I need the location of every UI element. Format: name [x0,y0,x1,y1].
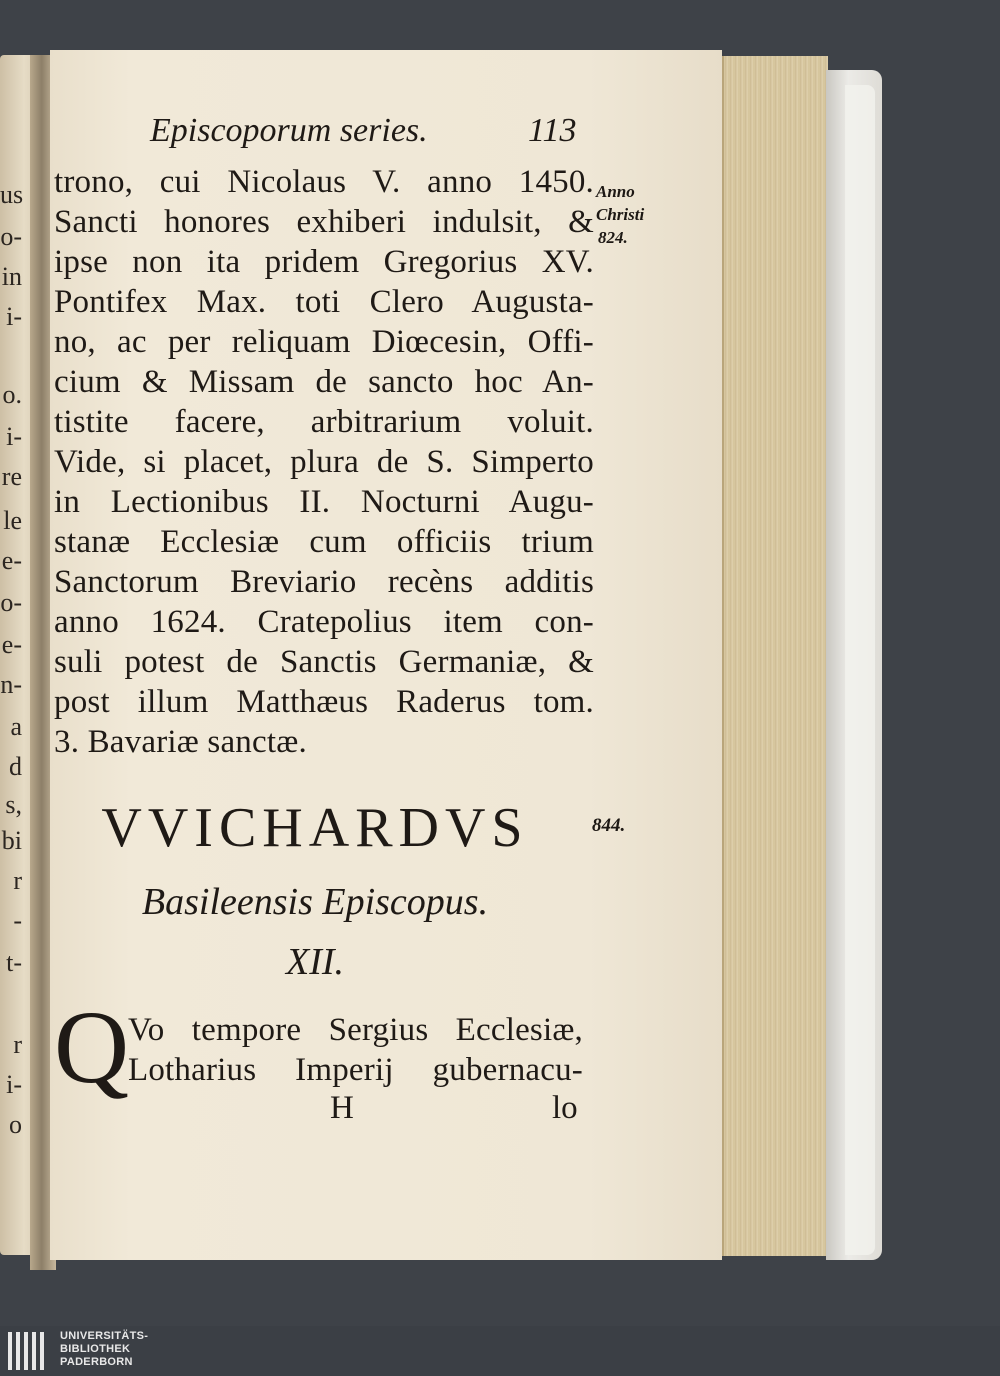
body-line: ipse non ita pridem Gregorius XV. [54,244,594,280]
margin-note-anno: Anno [596,182,635,201]
body-line: cium & Missam de sancto hoc An- [54,364,594,400]
signature-mark: H [330,1090,354,1126]
body-line: Vide, si placet, plura de S. Simperto [54,444,594,480]
body-line: anno 1624. Cratepolius item con- [54,604,594,640]
drop-capital: Q [54,990,130,1105]
library-name [60,1330,148,1369]
previous-page-fragment: a [10,712,22,741]
body-line: Sancti honores exhiberi indulsit, & [54,204,594,240]
margin-note-heading-year: 844. [592,815,626,836]
footer-bar [0,1326,1000,1376]
previous-page-fragment: r [13,1030,22,1059]
previous-page-fragment: o- [0,222,22,251]
body-line: post illum Matthæus Raderus tom. [54,684,594,720]
body-line: Sanctorum Breviario recèns additis [54,564,594,600]
previous-page-fragment: - [13,906,22,935]
previous-page-fragment: bi [1,826,22,855]
previous-page-fragment: s, [5,790,22,819]
previous-page-fragment: o. [2,380,22,409]
body-line: suli potest de Sanctis Germaniæ, & [54,644,594,680]
previous-page-fragment: i- [6,302,22,331]
section-line: Lotharius Imperij gubernacu- [128,1052,583,1088]
previous-page-fragment: t- [6,948,22,977]
previous-page-fragment: o- [0,588,22,617]
body-line: no, ac per reliquam Diœcesin, Offi- [54,324,594,360]
library-name-line3: PADERBORN [60,1356,133,1368]
previous-page-fragment: r [13,866,22,895]
previous-page-fragment: re [1,462,22,491]
body-text [54,162,594,762]
catchword: lo [552,1090,578,1126]
cover-flap-inner [845,85,875,1255]
body-line: in Lectionibus II. Nocturni Augu- [54,484,594,520]
previous-page-fragment: us [0,180,24,209]
previous-page-fragment: in [1,262,22,291]
section-subtitle: Basileensis Episcopus. [141,881,489,923]
running-title: Episcoporum series. [150,112,428,149]
margin-note-christi: Christi [596,205,645,224]
body-line: stanæ Ecclesiæ cum officiis trium [54,524,594,560]
body-line: Pontifex Max. toti Clero Augusta- [54,284,594,320]
section-number: XII. [285,941,345,983]
section-line: Vo tempore Sergius Ecclesiæ, [128,1012,583,1048]
body-line: trono, cui Nicolaus V. anno 1450. [54,164,594,200]
previous-page-fragment: i- [6,1070,22,1099]
previous-page-fragment: e- [1,630,22,659]
previous-page-fragment: n- [0,670,22,699]
page-edges [722,56,828,1256]
body-line: tistite facere, arbitrarium voluit. [54,404,594,440]
body-line: 3. Bavariæ sanctæ. [54,724,307,760]
previous-page-fragment: i- [6,422,22,451]
previous-page-fragment: e- [1,546,22,575]
previous-page-fragment: le [3,506,22,535]
previous-page-fragment: d [9,752,22,781]
library-name-line1: UNIVERSITÄTS- [60,1330,149,1342]
previous-page-fragment: o [9,1110,22,1139]
library-name-line2: BIBLIOTHEK [60,1343,131,1355]
section-title: VVICHARDVS [101,797,529,859]
margin-note-year: 824. [598,228,628,247]
page-number: 113 [528,112,577,149]
section-text [128,1010,583,1090]
library-logo-icon [8,1332,48,1370]
